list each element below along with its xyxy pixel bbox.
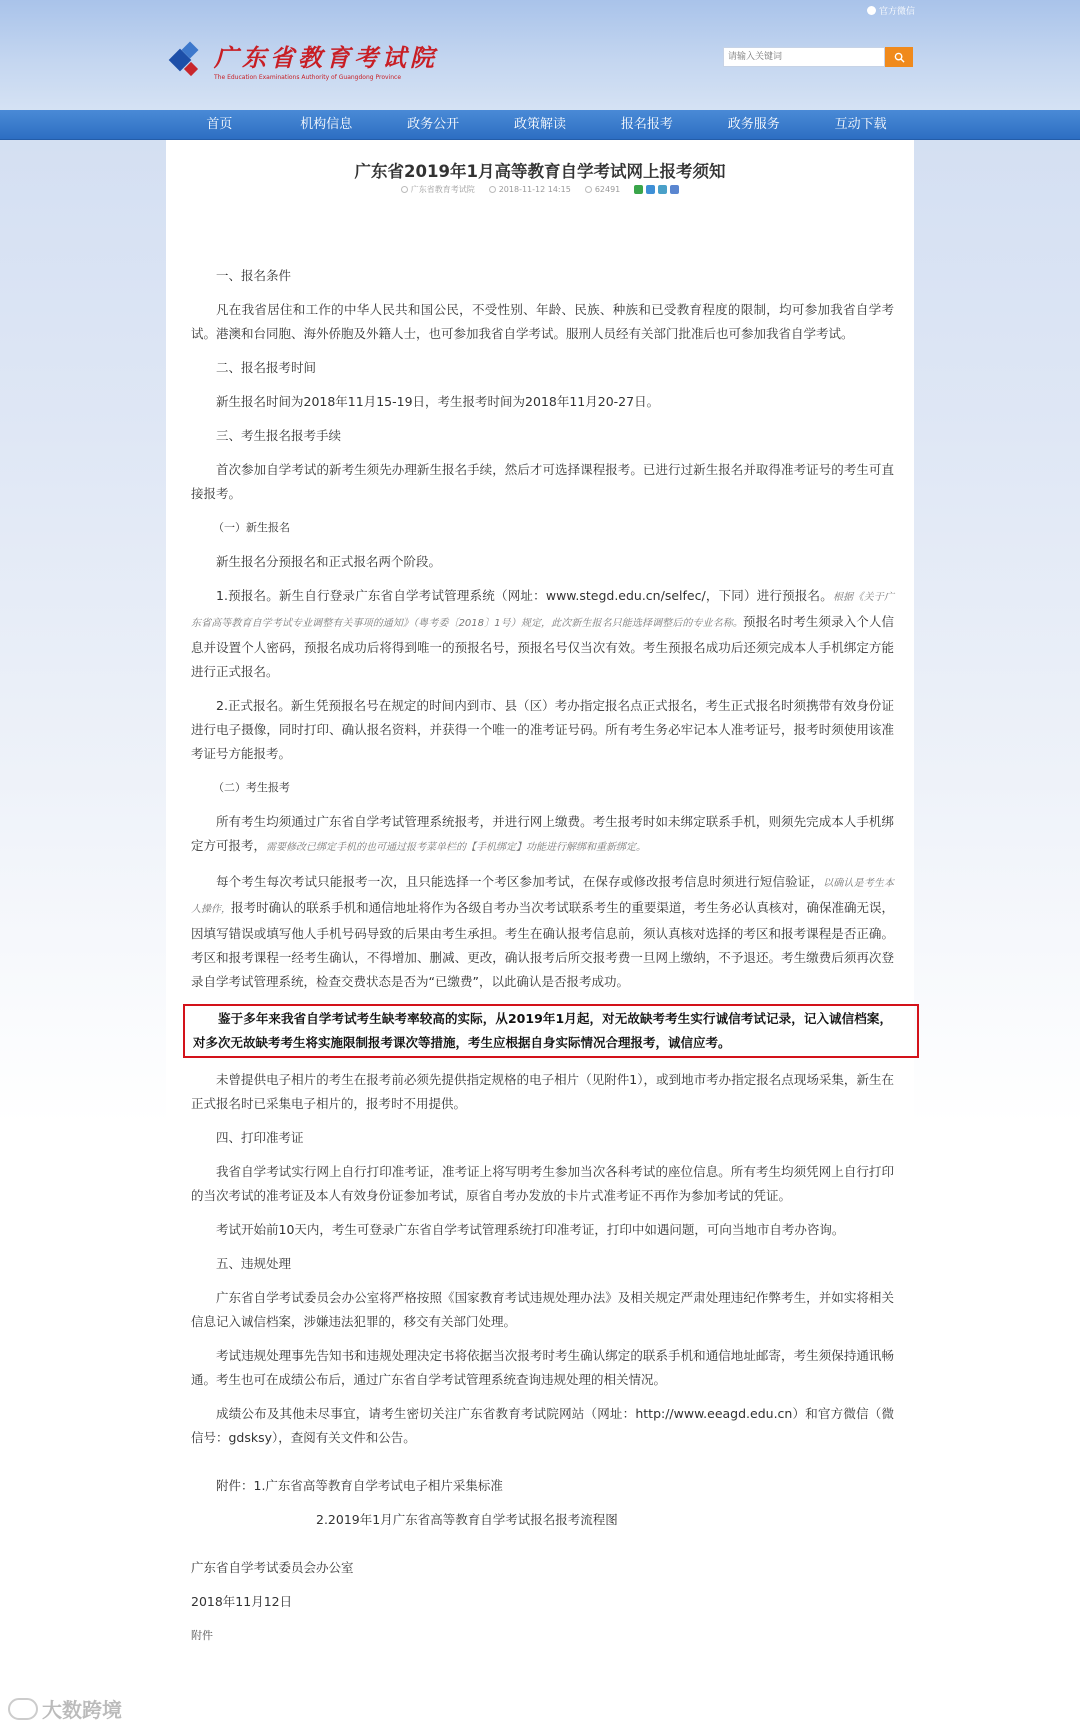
paragraph xyxy=(191,870,894,994)
article-container xyxy=(166,140,914,1730)
text-span-note: 以确认是考生本人操作， xyxy=(191,878,894,915)
text-span: 1.预报名。新生自行登录广东省自学考试管理系统（网址：www.stegd.edu.cn/selfec/，下同）进行预报名。 xyxy=(216,588,833,603)
text-span: 预报名时考生须录入个人信息并设置个人密码，预报名成功后将得到唯一的预报名号，预报名号仅当次有效。考生预报名成功后还须完成本人手机绑定方能进行正式报名。 xyxy=(191,614,894,679)
sign-date: 2018年11月12日 xyxy=(191,1594,293,1609)
watermark xyxy=(8,1694,122,1723)
spacer xyxy=(191,1542,894,1556)
paragraph: 成绩公布及其他未尽事宜，请考生密切关注广东省教育考试院网站（网址：http://www.eeagd.edu.cn）和官方微信（微信号：gdsksy），查阅有关文件和公告。 xyxy=(191,1406,894,1445)
paragraph: 考试违规处理事先告知书和违规处理决定书将依据当次报考时考生确认绑定的联系手机和通信地址邮寄，考生须保持通讯畅通。考生也可在成绩公布后，通过广东省自学考试管理系统查询违规处理的相关情况。 xyxy=(191,1348,894,1387)
subsection-heading: （二）考生报考 xyxy=(213,781,290,794)
paragraph: 新生报名分预报名和正式报名两个阶段。 xyxy=(216,554,442,569)
article-datetime: 2018-11-12 14:15 xyxy=(498,185,571,194)
search-input[interactable] xyxy=(723,47,885,67)
text-span-note: 需要修改已绑定手机的也可通过报考菜单栏的【手机绑定】功能进行解绑和重新绑定。 xyxy=(266,842,647,853)
attachment-link-2[interactable]: 2.2019年1月广东省高等教育自学考试报名报考流程图 xyxy=(316,1512,618,1527)
paragraph: 首次参加自学考试的新考生须先办理新生报名手续，然后才可选择课程报考。已进行过新生报名并取得准考证号的考生可直接报考。 xyxy=(191,462,894,501)
search-icon xyxy=(894,52,905,63)
article-source: 广东省教育考试院 xyxy=(410,185,475,194)
paragraph xyxy=(191,810,894,860)
share-qzone-icon[interactable] xyxy=(646,185,655,194)
section-heading: 三、考生报名报考手续 xyxy=(216,428,342,443)
attachment-label: 附件 xyxy=(191,1629,213,1642)
watermark-text: 大数跨境 xyxy=(42,1698,122,1722)
search-button[interactable] xyxy=(885,47,913,67)
search-box xyxy=(723,47,913,67)
wechat-link-label: 官方微信 xyxy=(878,7,915,17)
paragraph: 广东省自学考试委员会办公室将严格按照《国家教育考试违规处理办法》及相关规定严肃处理违纪作弊考生，并如实将相关信息记入诚信档案，涉嫌违法犯罪的，移交有关部门处理。 xyxy=(191,1290,894,1329)
paragraph xyxy=(191,584,894,684)
eye-icon xyxy=(585,186,592,193)
share-wechat-icon[interactable] xyxy=(634,185,643,194)
wechat-icon xyxy=(867,6,876,15)
text-span-note: 根据《关于广东省高等教育自学考试专业调整有关事项的通知》（粤考委〔2018〕1号）规定，此次新生报名只能选择调整后的专业名称。 xyxy=(191,592,895,629)
nav-item-policy[interactable]: 政策解读 xyxy=(514,117,567,132)
site-logo[interactable] xyxy=(168,38,438,81)
main-nav xyxy=(0,110,1080,140)
logo-title: 广东省教育考试院 xyxy=(214,43,438,72)
clock-icon xyxy=(489,186,496,193)
subsection-heading: （一）新生报名 xyxy=(213,521,290,534)
paragraph: 未曾提供电子相片的考生在报考前必须先提供指定规格的电子相片（见附件1），或到地市考办指定报名点现场采集，新生在正式报名时已采集电子相片的，报考时不用提供。 xyxy=(191,1072,894,1111)
paragraph: 2.正式报名。新生凭预报名号在规定的时间内到市、县（区）考办指定报名点正式报名，考生正式报名时须携带有效身份证进行电子摄像，同时打印、确认报名资料，并获得一个唯一的准考证号码。所有考生务必牢记本人准考证号，报考时须使用该准考证号方能报考。 xyxy=(191,698,894,761)
highlight-notice: 鉴于多年来我省自学考试考生缺考率较高的实际，从2019年1月起，对无故缺考考生实行诚信考试记录，记入诚信档案，对多次无故缺考考生将实施限制报考课次等措施，考生应根据自身实际情况合理报考，诚信应考。 xyxy=(183,1004,919,1058)
logo-subtitle: The Education Examinations Authority of Guangdong Province xyxy=(214,74,402,81)
text-span: 每个考生每次考试只能报考一次，且只能选择一个考区参加考试，在保存或修改报考信息时须进行短信验证， xyxy=(216,874,824,889)
text-span: 报考时确认的联系手机和通信地址将作为各级自考办当次考试联系考生的重要渠道，考生务必认真核对，确保准确无误，因填写错误或填写他人手机号码导致的后果由考生承担。考生在确认报考信息前，须认真核对选择的考区和报考课程是否正确。考区和报考课程一经考生确认，不得增加、删减、更改，确认报考后所交报考费一旦网上缴纳，不予退还。考生缴费后须再次登录自学考试管理系统，检查交费状态是否为“已缴费”，以此确认是否报考成功。 xyxy=(191,900,894,989)
article-body xyxy=(191,264,894,1658)
signature: 广东省自学考试委员会办公室 xyxy=(191,1560,354,1575)
attachment-link-1[interactable]: 附件：1.广东省高等教育自学考试电子相片采集标准 xyxy=(216,1478,503,1493)
nav-item-org[interactable]: 机构信息 xyxy=(300,117,353,132)
section-heading: 四、打印准考证 xyxy=(216,1130,304,1145)
nav-item-services[interactable]: 政务服务 xyxy=(727,117,780,132)
section-heading: 二、报名报考时间 xyxy=(216,360,317,375)
nav-item-home[interactable]: 首页 xyxy=(206,117,233,132)
section-heading: 五、违规处理 xyxy=(216,1256,292,1271)
nav-item-gov-open[interactable]: 政务公开 xyxy=(407,117,460,132)
text-span: 所有考生均须通过广东省自学考试管理系统报考，并进行网上缴费。考生报考时如未绑定联系手机，则须先完成本人手机绑定方可报考， xyxy=(191,814,894,853)
wechat-link[interactable] xyxy=(867,4,915,17)
spacer xyxy=(191,1460,894,1474)
article-title: 广东省2019年1月高等教育自学考试网上报考须知 xyxy=(354,162,726,181)
paragraph: 考试开始前10天内，考生可登录广东省自学考试管理系统打印准考证，打印中如遇问题，可向当地市自考办咨询。 xyxy=(216,1222,845,1237)
article-views: 62491 xyxy=(594,185,621,194)
logo-diamond-icon xyxy=(168,42,204,78)
site-header xyxy=(0,0,1080,110)
paragraph: 我省自学考试实行网上自行打印准考证，准考证上将写明考生参加当次各科考试的座位信息。所有考生均须凭网上自行打印的当次考试的准考证及本人有效身份证参加考试，原省自考办发放的卡片式准考证不再作为参加考试的凭证。 xyxy=(191,1164,894,1203)
share-weibo-icon[interactable] xyxy=(658,185,667,194)
paragraph: 凡在我省居住和工作的中华人民共和国公民，不受性别、年龄、民族、种族和已受教育程度的限制，均可参加我省自学考试。港澳和台同胞、海外侨胞及外籍人士，也可参加我省自学考试。服刑人员经有关部门批准后也可参加我省自学考试。 xyxy=(191,302,894,341)
share-more-icon[interactable] xyxy=(670,185,679,194)
paragraph: 新生报名时间为2018年11月15-19日，考生报考时间为2018年11月20-27日。 xyxy=(216,394,660,409)
article-meta xyxy=(166,184,914,195)
share-bar xyxy=(634,185,679,194)
nav-item-registration[interactable]: 报名报考 xyxy=(620,117,673,132)
source-icon xyxy=(401,186,408,193)
watermark-logo-icon xyxy=(8,1698,38,1720)
section-heading: 一、报名条件 xyxy=(216,268,292,283)
nav-item-download[interactable]: 互动下载 xyxy=(834,117,887,132)
